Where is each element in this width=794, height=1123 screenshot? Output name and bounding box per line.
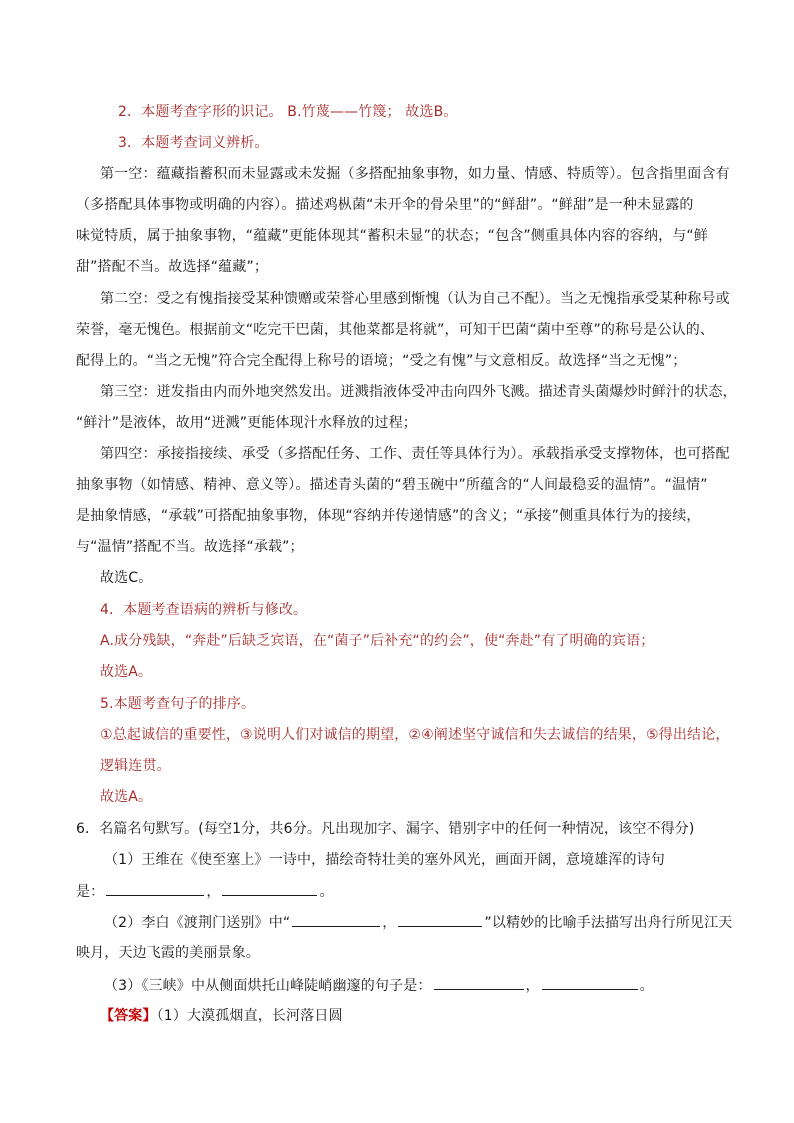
- item3-p1-line3: 味觉特质，属于抽象事物，“蕴藏”更能体现其“蓄积未显”的状态；“包含”侧重具体内容的容纳，与“鲜: [76, 228, 708, 244]
- item3-p2-line1: 第二空：受之有愧指接受某种馈赠或荣誉心里感到惭愧（认为自己不配）。当之无愧指承受某种称号或: [100, 291, 730, 307]
- q2-blank-2[interactable]: [398, 912, 482, 927]
- q1-separator: ，: [206, 884, 221, 900]
- item3-p3-line1: 第三空：迸发指由内而外地突然发出。迸溅指液体受冲击向四外飞溅。描述青头菌爆炒时鲜汁的状态，: [100, 384, 737, 400]
- answer-tag: 【答案】: [100, 1008, 157, 1024]
- item3-p4-line3: 是抽象情感，“承载”可搭配抽象事物，体现“容纳并传递情感”的含义；“承接”侧重具体行为的接续，: [76, 508, 701, 524]
- question6-q2-line2: 映月，天边飞霞的美丽景象。: [76, 945, 260, 961]
- question6-answer: [100, 1006, 343, 1026]
- question6-q3: [104, 975, 654, 996]
- q3-blank-2[interactable]: [542, 975, 638, 990]
- q3-prefix: （3）《三峡》中从侧面烘托山峰陡峭幽邃的句子是：: [104, 978, 432, 994]
- item3-choice: 故选C。: [100, 570, 153, 586]
- q3-end: 。: [639, 978, 654, 994]
- item3-p4-line2: 抽象事物（如情感、精神、意义等）。描述青头菌的“碧玉碗中”所蕴含的“人间最稳妥的温情”。“温情”: [76, 477, 708, 493]
- item3-p1-line2: （多搭配具体事物或明确的内容）。描述鸡枞菌“未开伞的骨朵里”的“鲜甜”。“鲜甜”是一种未显露的: [76, 197, 694, 213]
- question6-stem: 6．名篇名句默写。(每空1分，共6分。凡出现加字、漏字、错别字中的任何一种情况，该空不得分): [76, 821, 695, 837]
- question6-q1-line1: （1）王维在《使至塞上》一诗中，描绘奇特壮美的塞外风光，画面开阔，意境雄浑的诗句: [104, 852, 665, 868]
- item3-p3-line2: “鲜汁”是液体，故用“迸溅”更能体现汁水释放的过程；: [76, 415, 417, 431]
- q1-prefix: 是：: [76, 884, 105, 900]
- item3-p1-line1: 第一空：蕴藏指蓄积而未显露或未发掘（多搭配抽象事物，如力量、情感、特质等）。包含指里面含有: [100, 166, 730, 182]
- item3-p4-line4: 与“温情”搭配不当。故选择“承载”；: [76, 539, 304, 555]
- q1-blank-2[interactable]: [222, 881, 317, 896]
- item4-body: A.成分残缺，“奔赴”后缺乏宾语，在“菌子”后补充“的约会”，使“奔赴”有了明确的宾语；: [100, 633, 655, 649]
- item5-body-line1: ①总起诚信的重要性，③说明人们对诚信的期望，②④阐述坚守诚信和失去诚信的结果，⑤得出结论，: [100, 727, 730, 743]
- item5-choice: 故选A。: [100, 789, 153, 805]
- question6-q1-line2: [76, 881, 334, 902]
- q1-end: 。: [319, 884, 334, 900]
- item3-p2-line2: 荣誉，毫无愧色。根据前文“吃完干巴菌，其他菜都是将就”，可知干巴菌“菌中至尊”的称号是公认的、: [76, 322, 715, 338]
- item4-title: 4．本题考查语病的辨析与修改。: [100, 602, 308, 618]
- q3-blank-1[interactable]: [434, 975, 524, 990]
- answer-text: （1）大漠孤烟直，长河落日圆: [156, 1008, 343, 1024]
- item3-p4-line1: 第四空：承接指接续、承受（多搭配任务、工作、责任等具体行为）。承载指承受支撑物体，也可搭配: [100, 446, 730, 462]
- question6-q2-line1: [104, 912, 732, 933]
- item5-body-line2: 逻辑连贯。: [100, 758, 171, 774]
- q2-prefix: （2）李白《渡荆门送别》中“: [104, 915, 291, 931]
- item4-choice: 故选A。: [100, 664, 153, 680]
- item3-p1-line4: 甜”搭配不当。故选择“蕴藏”；: [76, 259, 269, 275]
- item5-title: 5.本题考查句子的排序。: [100, 696, 256, 712]
- q2-separator: ，: [382, 915, 397, 931]
- item3-title: 3．本题考查词义辨析。: [118, 135, 269, 151]
- q3-separator: ，: [525, 978, 540, 994]
- q2-blank-1[interactable]: [292, 912, 380, 927]
- item3-p2-line3: 配得上的。“当之无愧”符合完全配得上称号的语境；“受之有愧”与文意相反。故选择“当之无愧”；: [76, 353, 687, 369]
- q1-blank-1[interactable]: [106, 881, 204, 896]
- item2-text: 2．本题考查字形的识记。 B.竹蔑——竹篾； 故选B。: [118, 104, 458, 120]
- q2-suffix: ”以精妙的比喻手法描写出舟行所见江天: [484, 915, 733, 931]
